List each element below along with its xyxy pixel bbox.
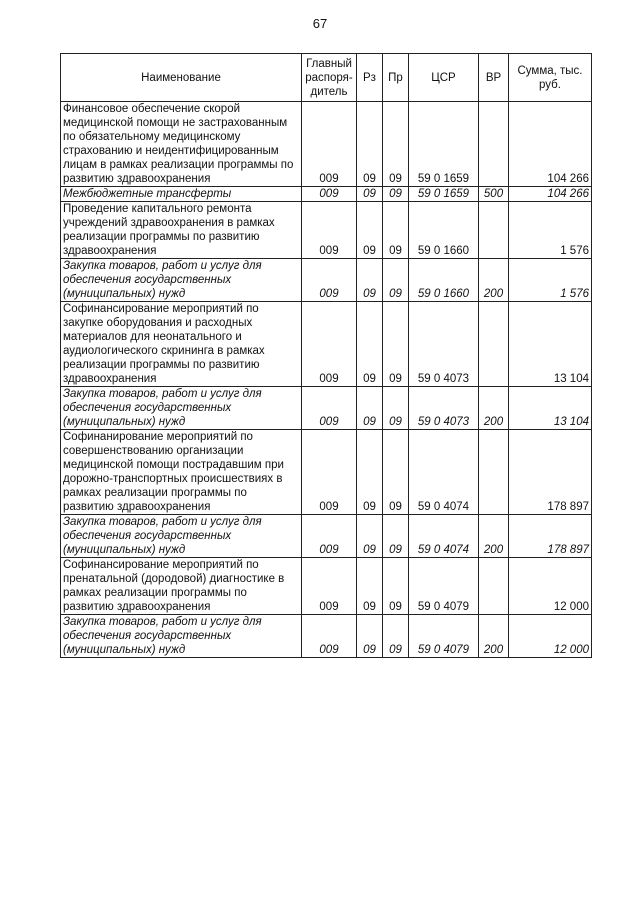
row-rz: 09 — [357, 558, 383, 615]
row-sum: 13 104 — [509, 302, 592, 387]
row-rz: 09 — [357, 259, 383, 302]
table-row — [61, 302, 592, 387]
row-sum: 1 576 — [509, 202, 592, 259]
row-csr: 59 0 4073 — [409, 387, 479, 430]
row-pr: 09 — [383, 202, 409, 259]
row-csr: 59 0 1660 — [409, 259, 479, 302]
row-vr: 200 — [479, 259, 509, 302]
table-row — [61, 515, 592, 558]
row-csr: 59 0 4073 — [409, 302, 479, 387]
row-rz: 09 — [357, 430, 383, 515]
header-vr: ВР — [479, 54, 509, 102]
row-vr: 200 — [479, 615, 509, 658]
table-row — [61, 558, 592, 615]
table-row — [61, 615, 592, 658]
header-csr: ЦСР — [409, 54, 479, 102]
row-admin: 009 — [302, 259, 357, 302]
row-admin: 009 — [302, 187, 357, 202]
row-admin: 009 — [302, 102, 357, 187]
row-pr: 09 — [383, 387, 409, 430]
row-vr — [479, 102, 509, 187]
row-admin: 009 — [302, 430, 357, 515]
row-sum: 12 000 — [509, 615, 592, 658]
row-sum: 12 000 — [509, 558, 592, 615]
row-vr — [479, 202, 509, 259]
page-number: 67 — [312, 16, 328, 31]
row-name: Закупка товаров, работ и услуг для обеспечения государственных (муниципальных) нужд — [61, 387, 302, 430]
row-csr: 59 0 1659 — [409, 102, 479, 187]
row-admin: 009 — [302, 387, 357, 430]
row-admin: 009 — [302, 558, 357, 615]
row-pr: 09 — [383, 515, 409, 558]
table-row — [61, 430, 592, 515]
row-rz: 09 — [357, 515, 383, 558]
header-pr: Пр — [383, 54, 409, 102]
row-admin: 009 — [302, 302, 357, 387]
row-admin: 009 — [302, 615, 357, 658]
row-admin: 009 — [302, 202, 357, 259]
row-pr: 09 — [383, 302, 409, 387]
row-name: Софинанирование мероприятий по совершенствованию организации медицинской помощи пострадавшим при дорожно-транспортных происшествиях в рамках реализации программы по развитию здравоохранения — [61, 430, 302, 515]
header-admin: Главный распоря-дитель — [302, 54, 357, 102]
row-rz: 09 — [357, 202, 383, 259]
row-rz: 09 — [357, 615, 383, 658]
table-row — [61, 202, 592, 259]
row-pr: 09 — [383, 615, 409, 658]
row-admin: 009 — [302, 515, 357, 558]
row-pr: 09 — [383, 102, 409, 187]
row-pr: 09 — [383, 187, 409, 202]
header-name: Наименование — [61, 54, 302, 102]
row-pr: 09 — [383, 430, 409, 515]
table-row — [61, 259, 592, 302]
table-row — [61, 187, 592, 202]
row-vr — [479, 302, 509, 387]
row-rz: 09 — [357, 302, 383, 387]
row-name: Софинансирование мероприятий по пренатальной (дородовой) диагностике в рамках реализации программы по развитию здравоохранения — [61, 558, 302, 615]
row-vr — [479, 558, 509, 615]
row-name: Закупка товаров, работ и услуг для обеспечения государственных (муниципальных) нужд — [61, 259, 302, 302]
row-sum: 178 897 — [509, 515, 592, 558]
row-vr — [479, 430, 509, 515]
row-name: Закупка товаров, работ и услуг для обеспечения государственных (муниципальных) нужд — [61, 515, 302, 558]
header-sum: Сумма, тыс. руб. — [509, 54, 592, 102]
row-vr: 200 — [479, 387, 509, 430]
row-pr: 09 — [383, 259, 409, 302]
row-csr: 59 0 4079 — [409, 558, 479, 615]
row-vr: 200 — [479, 515, 509, 558]
row-sum: 1 576 — [509, 259, 592, 302]
table-row — [61, 387, 592, 430]
table-header-row — [61, 54, 592, 102]
row-rz: 09 — [357, 187, 383, 202]
row-sum: 104 266 — [509, 102, 592, 187]
row-name: Проведение капитального ремонта учреждений здравоохранения в рамках реализации программы по развитию здравоохранения — [61, 202, 302, 259]
header-rz: Рз — [357, 54, 383, 102]
row-rz: 09 — [357, 387, 383, 430]
row-vr: 500 — [479, 187, 509, 202]
row-name: Закупка товаров, работ и услуг для обеспечения государственных (муниципальных) нужд — [61, 615, 302, 658]
row-csr: 59 0 4079 — [409, 615, 479, 658]
row-csr: 59 0 1660 — [409, 202, 479, 259]
row-rz: 09 — [357, 102, 383, 187]
row-name: Софинансирование мероприятий по закупке оборудования и расходных материалов для неонатального и аудиологического скрининга в рамках реализации программы по развитию здравоохранения — [61, 302, 302, 387]
row-sum: 13 104 — [509, 387, 592, 430]
row-pr: 09 — [383, 558, 409, 615]
row-csr: 59 0 4074 — [409, 515, 479, 558]
budget-table — [60, 53, 592, 658]
table-row — [61, 102, 592, 187]
row-csr: 59 0 4074 — [409, 430, 479, 515]
row-sum: 104 266 — [509, 187, 592, 202]
row-name: Финансовое обеспечение скорой медицинской помощи не застрахованным по обязательному медицинскому страхованию и неидентифицированным лицам в рамках реализации программы по развитию здравоохранения — [61, 102, 302, 187]
row-name: Межбюджетные трансферты — [61, 187, 302, 202]
row-sum: 178 897 — [509, 430, 592, 515]
row-csr: 59 0 1659 — [409, 187, 479, 202]
